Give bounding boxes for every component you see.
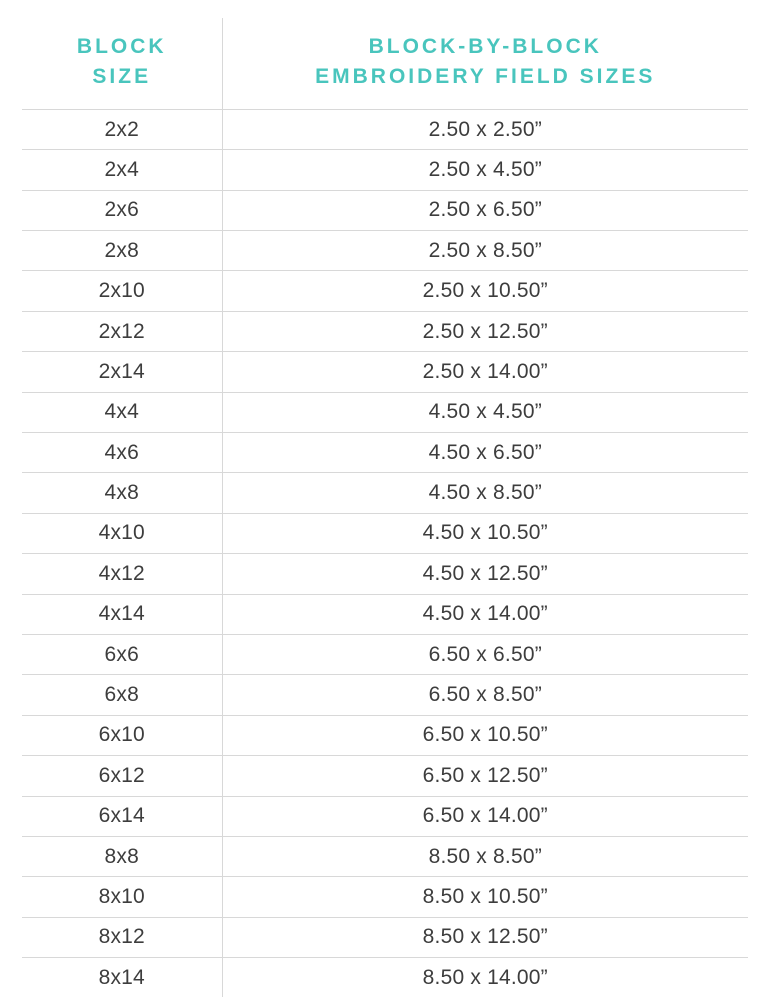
cell-field-size: 2.50 x 10.50” — [222, 271, 748, 311]
cell-field-size: 6.50 x 14.00” — [222, 796, 748, 836]
cell-block-size: 6x8 — [22, 675, 222, 715]
table-row — [22, 796, 748, 836]
table-row — [22, 715, 748, 755]
embroidery-field-size-table — [22, 18, 748, 997]
cell-block-size: 8x12 — [22, 917, 222, 957]
table-row — [22, 150, 748, 190]
cell-field-size: 6.50 x 8.50” — [222, 675, 748, 715]
cell-field-size: 2.50 x 8.50” — [222, 231, 748, 271]
table-row — [22, 634, 748, 674]
cell-block-size: 2x4 — [22, 150, 222, 190]
table-row — [22, 231, 748, 271]
cell-field-size: 8.50 x 8.50” — [222, 836, 748, 876]
cell-block-size: 6x14 — [22, 796, 222, 836]
cell-block-size: 8x10 — [22, 877, 222, 917]
cell-field-size: 6.50 x 12.50” — [222, 756, 748, 796]
cell-field-size: 4.50 x 10.50” — [222, 513, 748, 553]
cell-field-size: 8.50 x 10.50” — [222, 877, 748, 917]
table-row — [22, 311, 748, 351]
table-row — [22, 392, 748, 432]
cell-field-size: 8.50 x 14.00” — [222, 958, 748, 998]
cell-block-size: 4x10 — [22, 513, 222, 553]
cell-field-size: 6.50 x 10.50” — [222, 715, 748, 755]
cell-block-size: 6x6 — [22, 634, 222, 674]
cell-field-size: 4.50 x 12.50” — [222, 554, 748, 594]
cell-block-size: 4x14 — [22, 594, 222, 634]
cell-block-size: 2x10 — [22, 271, 222, 311]
table-row — [22, 554, 748, 594]
cell-block-size: 2x2 — [22, 109, 222, 149]
cell-field-size: 4.50 x 14.00” — [222, 594, 748, 634]
cell-block-size: 2x12 — [22, 311, 222, 351]
table-row — [22, 836, 748, 876]
cell-block-size: 4x6 — [22, 433, 222, 473]
table-row — [22, 594, 748, 634]
cell-block-size: 2x14 — [22, 352, 222, 392]
table-row — [22, 352, 748, 392]
table-row — [22, 675, 748, 715]
cell-block-size: 4x8 — [22, 473, 222, 513]
table-row — [22, 433, 748, 473]
table-body — [22, 109, 748, 997]
cell-block-size: 6x12 — [22, 756, 222, 796]
table-row — [22, 109, 748, 149]
cell-field-size: 4.50 x 6.50” — [222, 433, 748, 473]
column-header-field-size-line-1: BLOCK-BY-BLOCK — [368, 35, 602, 58]
cell-block-size: 4x4 — [22, 392, 222, 432]
cell-field-size: 8.50 x 12.50” — [222, 917, 748, 957]
cell-block-size: 4x12 — [22, 554, 222, 594]
table-row — [22, 473, 748, 513]
column-header-field-size-line-2: EMBROIDERY FIELD SIZES — [315, 65, 656, 89]
column-header-block-size-line-1: BLOCK — [76, 35, 167, 58]
table-row — [22, 513, 748, 553]
column-header-block-size-line-2: SIZE — [92, 65, 152, 89]
table-header — [22, 18, 748, 109]
cell-block-size: 2x6 — [22, 190, 222, 230]
table-row — [22, 958, 748, 998]
column-header-field-size — [222, 18, 748, 109]
cell-field-size: 4.50 x 8.50” — [222, 473, 748, 513]
table-row — [22, 917, 748, 957]
cell-field-size: 4.50 x 4.50” — [222, 392, 748, 432]
cell-field-size: 2.50 x 6.50” — [222, 190, 748, 230]
cell-block-size: 2x8 — [22, 231, 222, 271]
cell-field-size: 2.50 x 2.50” — [222, 109, 748, 149]
cell-block-size: 8x14 — [22, 958, 222, 998]
cell-field-size: 2.50 x 4.50” — [222, 150, 748, 190]
table-row — [22, 756, 748, 796]
cell-block-size: 8x8 — [22, 836, 222, 876]
cell-block-size: 6x10 — [22, 715, 222, 755]
table-row — [22, 190, 748, 230]
cell-field-size: 6.50 x 6.50” — [222, 634, 748, 674]
cell-field-size: 2.50 x 12.50” — [222, 311, 748, 351]
table-header-row — [22, 18, 748, 109]
cell-field-size: 2.50 x 14.00” — [222, 352, 748, 392]
table-row — [22, 877, 748, 917]
column-header-block-size — [22, 18, 222, 109]
table-row — [22, 271, 748, 311]
